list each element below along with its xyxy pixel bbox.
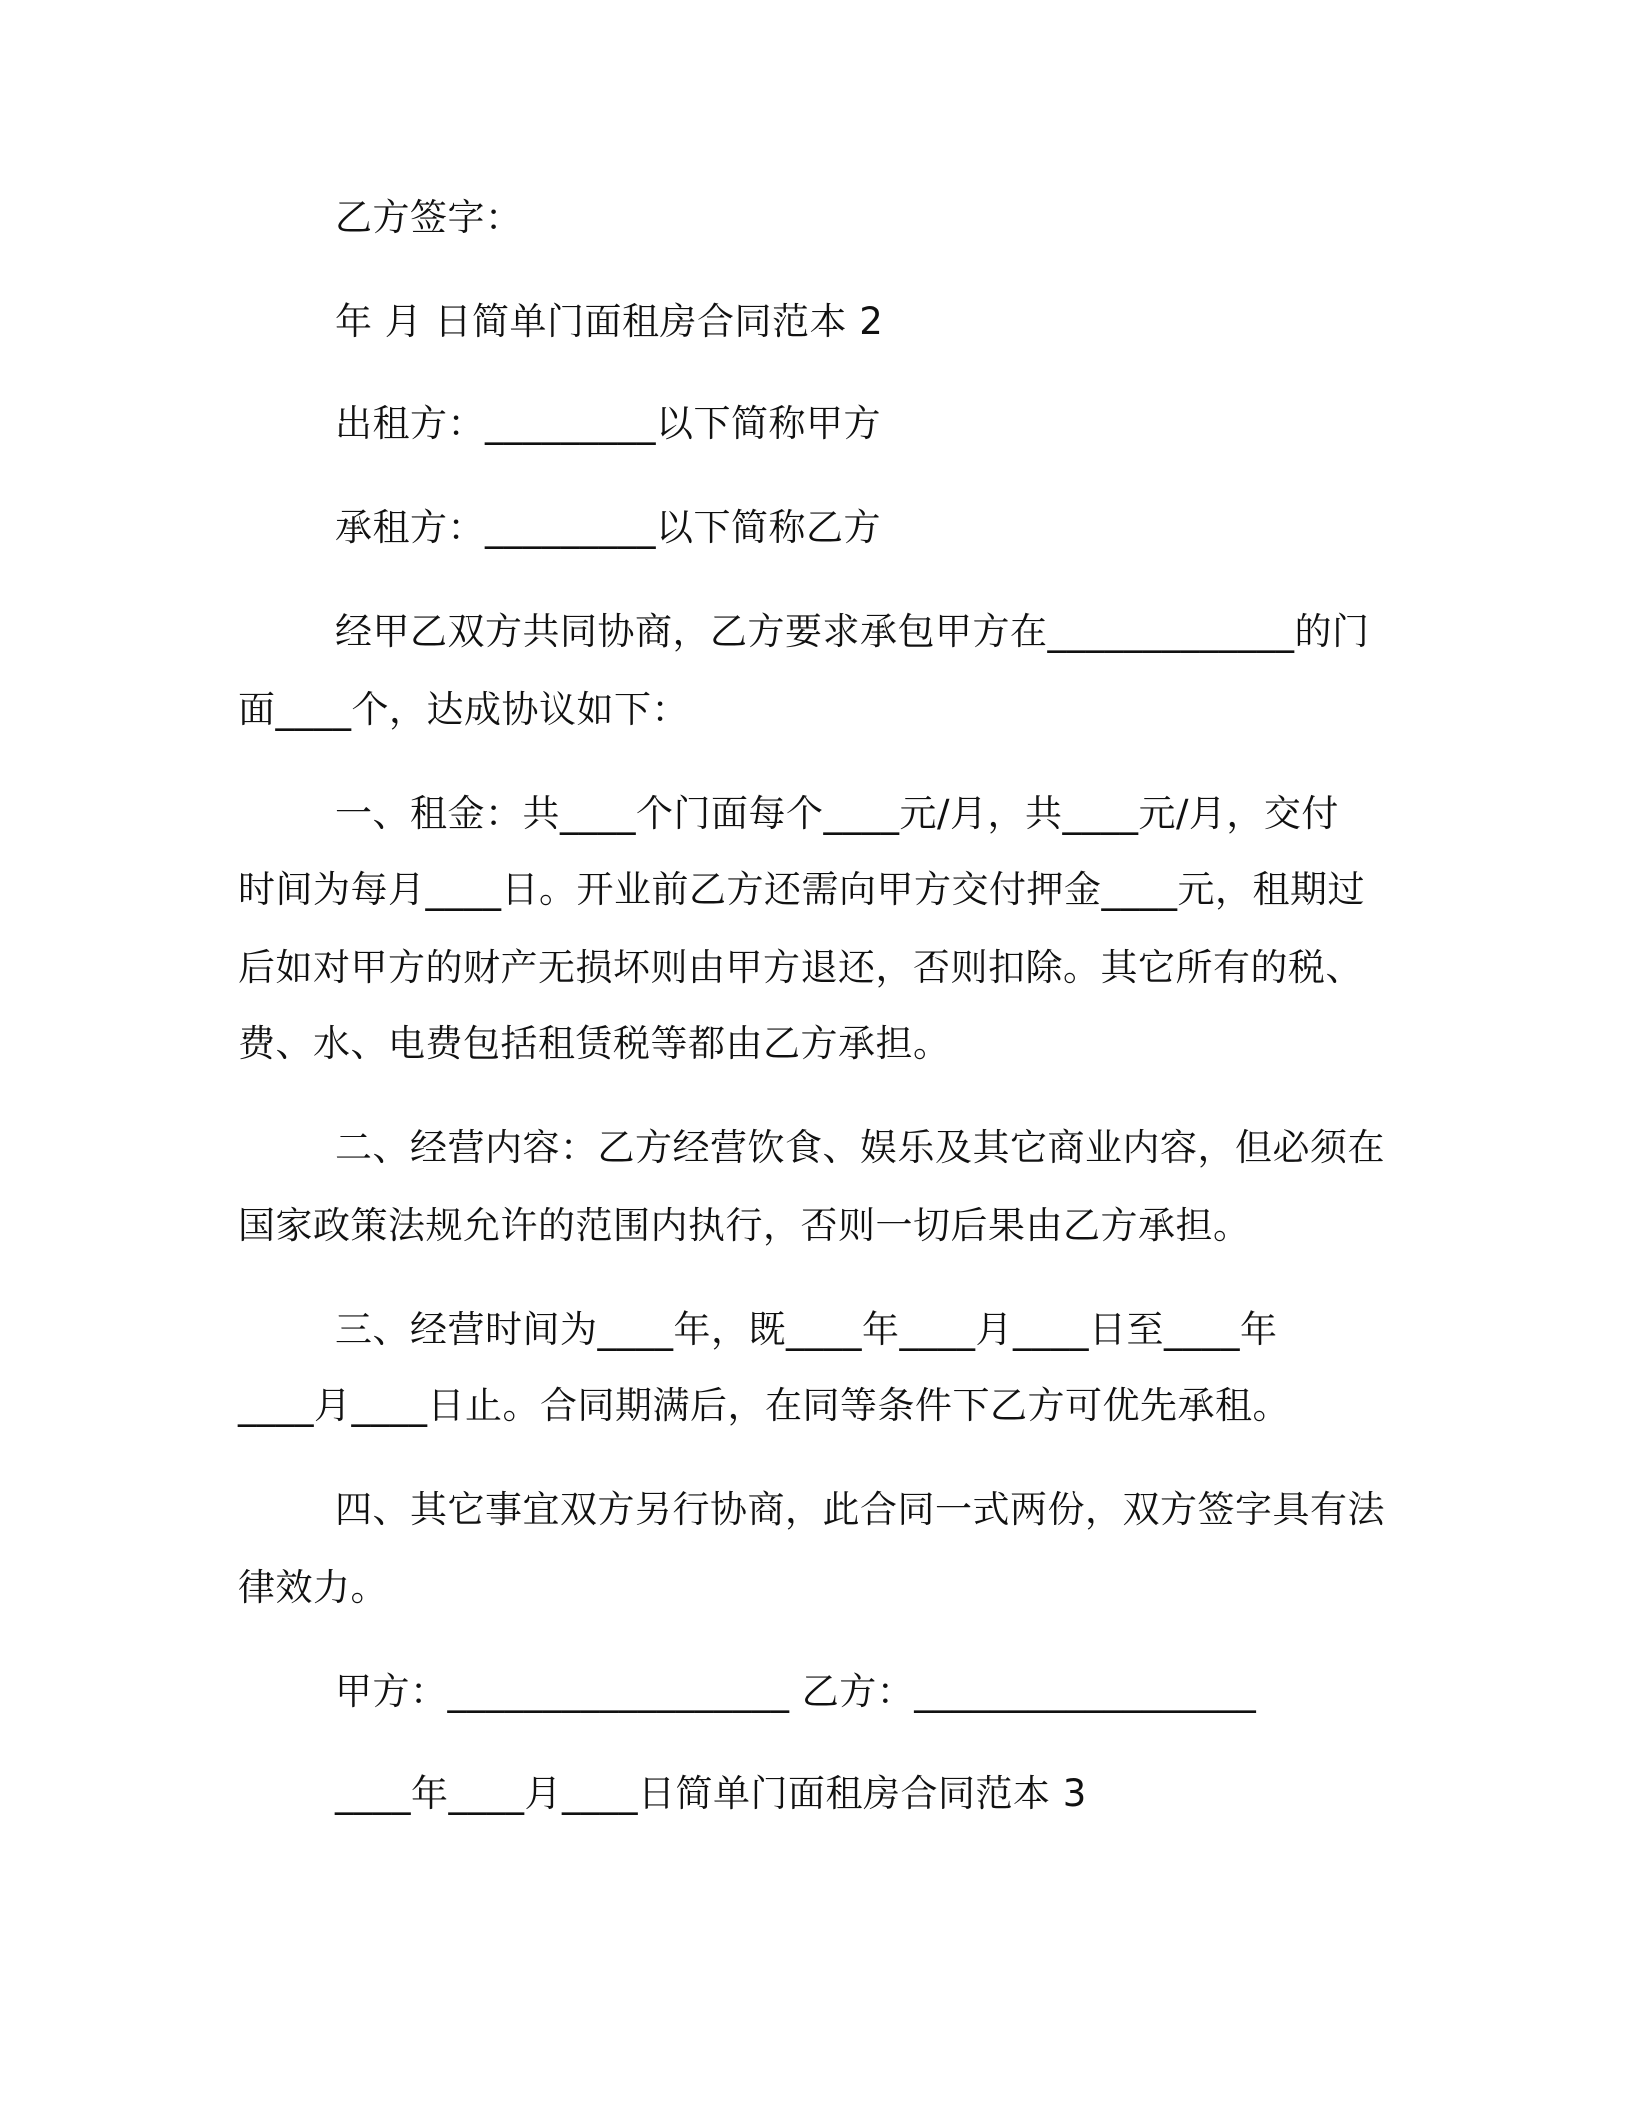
- clause-1-line-3: 后如对甲方的财产无损坏则由甲方退还，否则扣除。其它所有的税、: [238, 946, 1363, 989]
- lessor-line: 出租方：_________以下简称甲方: [335, 402, 881, 445]
- lessee-line: 承租方：_________以下简称乙方: [335, 506, 881, 549]
- signature-lines: 甲方：__________________ 乙方：__________________: [335, 1670, 1257, 1713]
- clause-4-line-2: 律效力。: [238, 1566, 388, 1609]
- clause-3-line-2: ____月____日止。合同期满后，在同等条件下乙方可优先承租。: [238, 1384, 1290, 1427]
- clause-1-line-4: 费、水、电费包括租赁税等都由乙方承担。: [238, 1022, 951, 1065]
- clause-1-line-1: 一、租金：共____个门面每个____元/月，共____元/月，交付: [335, 792, 1339, 835]
- clause-4-line-1: 四、其它事宜双方另行协商，此合同一式两份，双方签字具有法: [335, 1488, 1385, 1531]
- date-and-template-3-heading: ____年____月____日简单门面租房合同范本 3: [335, 1772, 1087, 1815]
- clause-3-line-1: 三、经营时间为____年，既____年____月____日至____年: [335, 1308, 1278, 1351]
- clause-2-line-2: 国家政策法规允许的范围内执行，否则一切后果由乙方承担。: [238, 1204, 1251, 1247]
- party-b-signature-line: 乙方签字：: [335, 196, 523, 239]
- date-and-template-2-heading: 年 月 日简单门面租房合同范本 2: [335, 300, 884, 343]
- intro-paragraph-line-1: 经甲乙双方共同协商，乙方要求承包甲方在_____________的门: [335, 610, 1370, 653]
- clause-1-line-2: 时间为每月____日。开业前乙方还需向甲方交付押金____元，租期过: [238, 868, 1365, 911]
- clause-2-line-1: 二、经营内容：乙方经营饮食、娱乐及其它商业内容，但必须在: [335, 1126, 1385, 1169]
- intro-paragraph-line-2: 面____个，达成协议如下：: [238, 688, 689, 731]
